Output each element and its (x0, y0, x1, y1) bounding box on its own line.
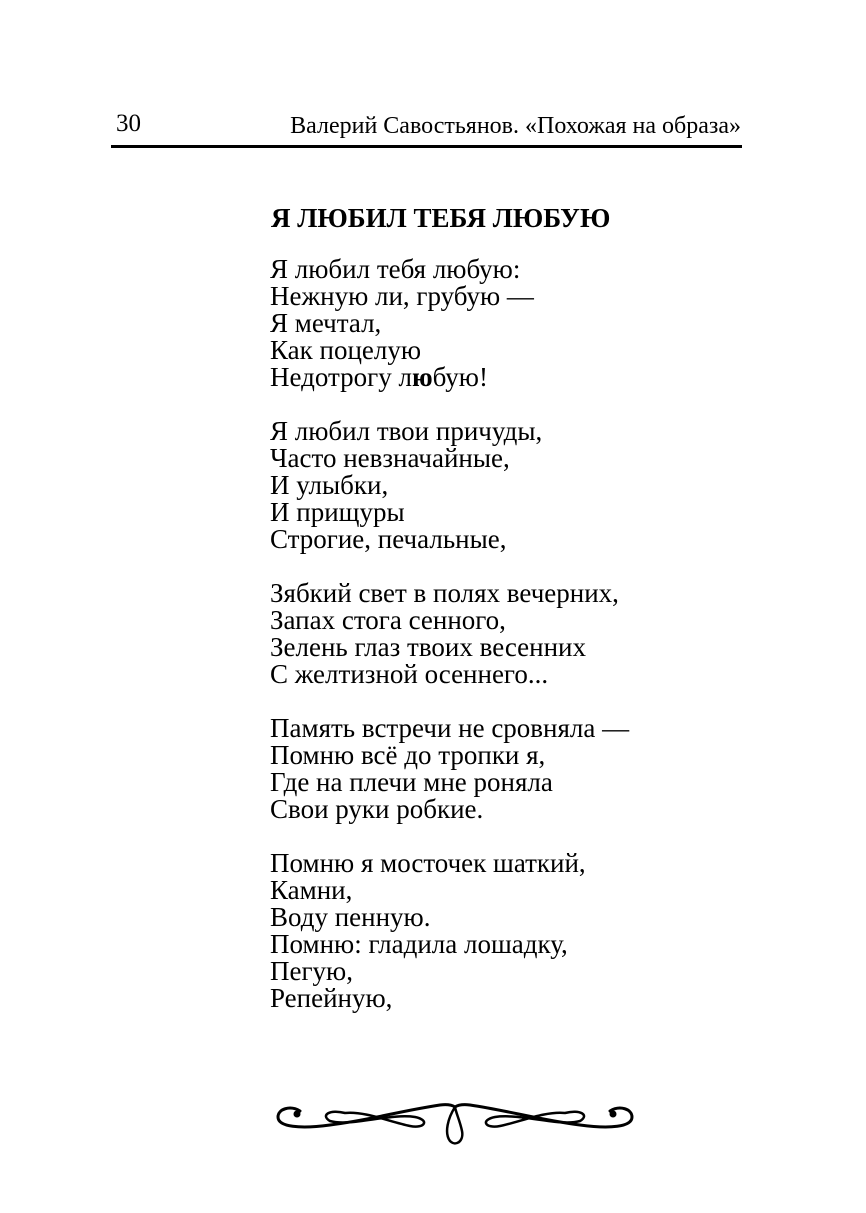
stanza-2 (270, 418, 629, 553)
poem-line: Я мечтал, (270, 308, 382, 338)
poem-line: Воду пенную. (270, 902, 431, 932)
line-part: Недотрогу л (270, 362, 412, 392)
poem-line: И прищуры (270, 497, 405, 527)
stanza-1 (270, 256, 629, 391)
page-header (111, 107, 743, 143)
poem-line: Репейную, (270, 983, 393, 1013)
poem-line: Часто невзначайные, (270, 443, 510, 473)
page-number: 30 (116, 110, 141, 137)
poem-line: Зябкий свет в полях вечерних, (270, 578, 619, 608)
poem-line: Запах стога сенного, (270, 605, 506, 635)
poem-line: Камни, (270, 875, 353, 905)
flourish-divider-icon (270, 1093, 640, 1153)
poem-line-stressed (270, 364, 629, 391)
poem-line: И улыбки, (270, 470, 389, 500)
stressed-vowel: ю (411, 362, 433, 392)
poem-line: Как поцелую (270, 335, 422, 365)
running-title: Валерий Савостьянов. «Похожая на образа» (290, 113, 741, 139)
poem-line: Помню: гладила лошадку, (270, 929, 568, 959)
poem-line: Строгие, печальные, (270, 524, 507, 554)
poem-line: Нежную ли, грубую — (270, 281, 534, 311)
stanza-3 (270, 580, 629, 688)
poem-line: Где на плечи мне роняла (270, 767, 553, 797)
poem-line: Я любил тебя любую: (270, 254, 521, 284)
stanza-4 (270, 715, 629, 823)
stanza-5 (270, 850, 629, 1012)
poem-line: Помню всё до тропки я, (270, 740, 546, 770)
poem-title: Я ЛЮБИЛ ТЕБЯ ЛЮБУЮ (271, 203, 611, 233)
line-part: бую! (432, 362, 488, 392)
poem-line: С желтизной осеннего... (270, 659, 549, 689)
poem (270, 200, 629, 1039)
poem-line: Память встречи не сровняла — (270, 713, 630, 743)
poem-line: Свои руки робкие. (270, 794, 484, 824)
poem-line: Зелень глаз твоих весенних (270, 632, 587, 662)
header-rule (111, 145, 742, 148)
poem-line: Помню я мосточек шаткий, (270, 848, 586, 878)
poem-line: Я любил твои причуды, (270, 416, 543, 446)
poem-line: Пегую, (270, 956, 353, 986)
